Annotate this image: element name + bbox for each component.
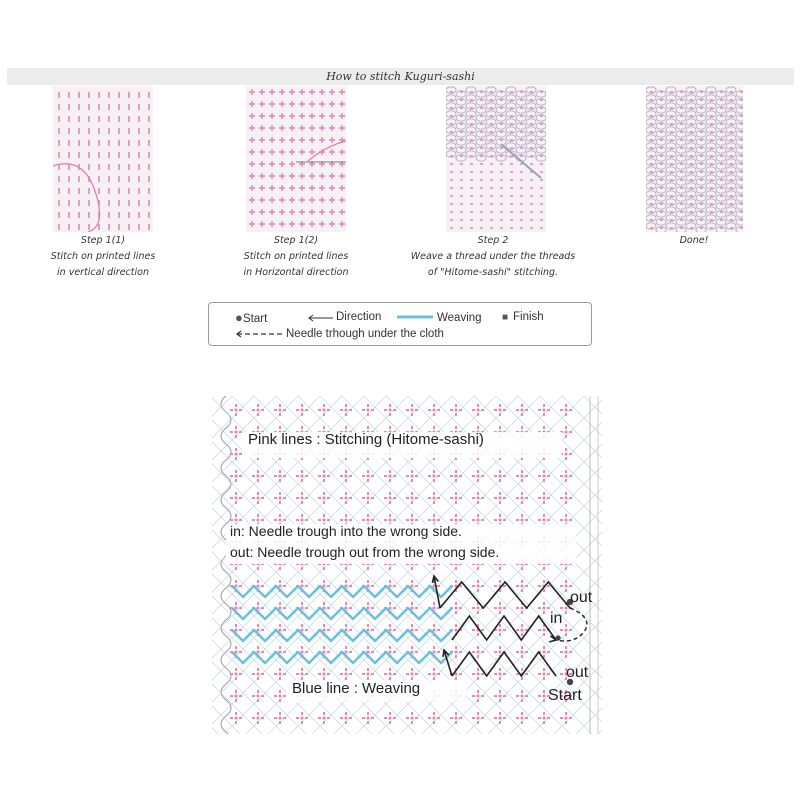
step-1-1-photo — [53, 86, 153, 232]
legend-start: Start — [243, 313, 268, 325]
done-image — [646, 86, 743, 232]
out-note: out: Needle trough out from the wrong side. — [230, 544, 500, 560]
finish-square-icon: ■ — [502, 312, 509, 323]
step-1-2-photo — [246, 86, 346, 232]
legend-needle: Needle trhough under the cloth — [286, 328, 444, 340]
step-1-2-line-2: in Horizontal direction — [243, 267, 349, 278]
done-title: Done! — [679, 235, 709, 246]
step-2-photo — [446, 86, 546, 232]
step-1-1-line-1: Stitch on printed lines — [50, 251, 156, 262]
step-1-1-caption — [0, 233, 208, 281]
step-1-2-line-1: Stitch on printed lines — [243, 251, 349, 262]
step-2-line-1: Weave a thread under the threads — [410, 251, 576, 262]
step-1-1-line-2: in vertical direction — [57, 267, 149, 278]
blue-line-label: Blue line : Weaving — [292, 680, 421, 697]
done-caption — [589, 233, 799, 249]
stitch-diagram — [212, 396, 602, 734]
done-photo — [646, 86, 743, 232]
step-2-image — [446, 86, 546, 232]
in-label: in — [550, 610, 563, 627]
start-dot-icon: ● — [235, 310, 243, 325]
weaving-line-icon — [397, 313, 433, 321]
step-1-1-title: Step 1(1) — [80, 235, 126, 246]
legend-weaving: Weaving — [437, 312, 482, 324]
step-1-2-title: Step 1(2) — [273, 235, 319, 246]
direction-arrow-icon — [306, 312, 334, 324]
legend-direction: Direction — [336, 311, 382, 323]
legend-finish: Finish — [513, 311, 544, 323]
title-bar — [7, 68, 794, 85]
pink-lines-label: Pink lines : Stitching (Hitome-sashi) — [248, 431, 484, 448]
page-title: How to stitch Kuguri-sashi — [326, 70, 475, 83]
step-2-line-2: of "Hitome-sashi" stitching. — [427, 267, 559, 278]
step-2-caption — [388, 233, 598, 281]
step-1-2-caption — [191, 233, 401, 281]
step-1-1-image — [53, 86, 153, 232]
legend-box — [208, 302, 592, 346]
start-label: Start — [548, 687, 582, 704]
out-top-label: out — [570, 589, 593, 606]
step-2-title: Step 2 — [477, 235, 509, 246]
in-note: in: Needle trough into the wrong side. — [230, 523, 462, 539]
out-bottom-label: out — [566, 664, 589, 681]
dashed-arrow-icon — [235, 328, 285, 340]
step-1-2-image — [246, 86, 346, 232]
